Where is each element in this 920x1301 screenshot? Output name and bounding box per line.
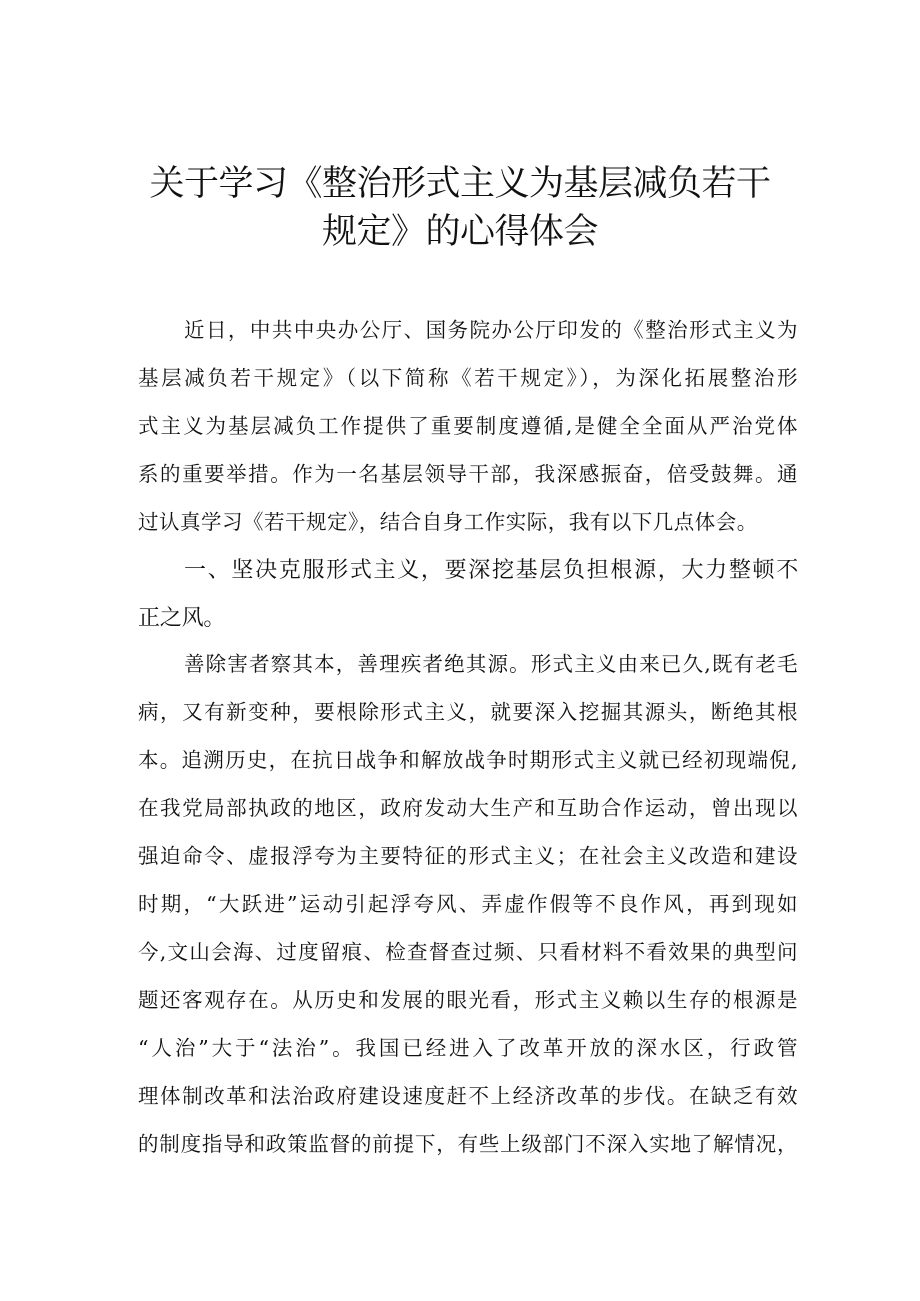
text-line: 近日，中共中央办公厅、国务院办公厅印发的《整治形式主义为 <box>184 318 798 342</box>
section-heading <box>138 547 798 643</box>
text-line: 今,文山会海、过度留痕、检查督查过频、只看材料不看效果的典型问 <box>138 940 798 964</box>
text-line: 题还客观存在。从历史和发展的眼光看，形式主义赖以生存的根源是 <box>138 988 798 1012</box>
text-line: 病，又有新变种，要根除形式主义，就要深入挖掘其源头，断绝其根 <box>138 700 798 724</box>
intro-paragraph <box>138 306 798 546</box>
text-line: 理体制改革和法治政府建设速度赶不上经济改革的步伐。在缺乏有效 <box>138 1084 798 1108</box>
title-line: 规定》的心得体会 <box>321 212 598 252</box>
document-title <box>100 160 820 256</box>
text-line: 过认真学习《若干规定》，结合自身工作实际，我有以下几点体会。 <box>138 510 758 534</box>
text-line: 时期，“大跃进”运动引起浮夸风、弄虚作假等不良作风，再到现如 <box>138 892 798 916</box>
title-line: 关于学习《整治形式主义为基层减负若干 <box>149 164 771 204</box>
text-line: 强迫命令、虚报浮夸为主要特征的形式主义；在社会主义改造和建设 <box>138 844 798 868</box>
body-paragraph <box>138 640 798 1168</box>
text-line: 基层减负若干规定》（以下简称《若干规定》），为深化拓展整治形 <box>138 366 798 390</box>
text-line: 系的重要举措。作为一名基层领导干部，我深感振奋，倍受鼓舞。通 <box>138 462 798 486</box>
text-line: 在我党局部执政的地区，政府发动大生产和互助合作运动，曾出现以 <box>138 796 798 820</box>
text-line: 善除害者察其本，善理疾者绝其源。形式主义由来已久,既有老毛 <box>184 652 798 676</box>
text-line: 的制度指导和政策监督的前提下，有些上级部门不深入实地了解情况， <box>138 1132 798 1156</box>
text-line: “人治”大于“法治”。我国已经进入了改革开放的深水区，行政管 <box>138 1036 798 1060</box>
text-line: 本。追溯历史，在抗日战争和解放战争时期形式主义就已经初现端倪, <box>138 748 798 772</box>
heading-line: 一、坚决克服形式主义，要深挖基层负担根源，大力整顿不 <box>184 558 798 583</box>
heading-line: 正之风。 <box>138 606 226 631</box>
text-line: 式主义为基层减负工作提供了重要制度遵循,是健全全面从严治党体 <box>138 414 798 438</box>
